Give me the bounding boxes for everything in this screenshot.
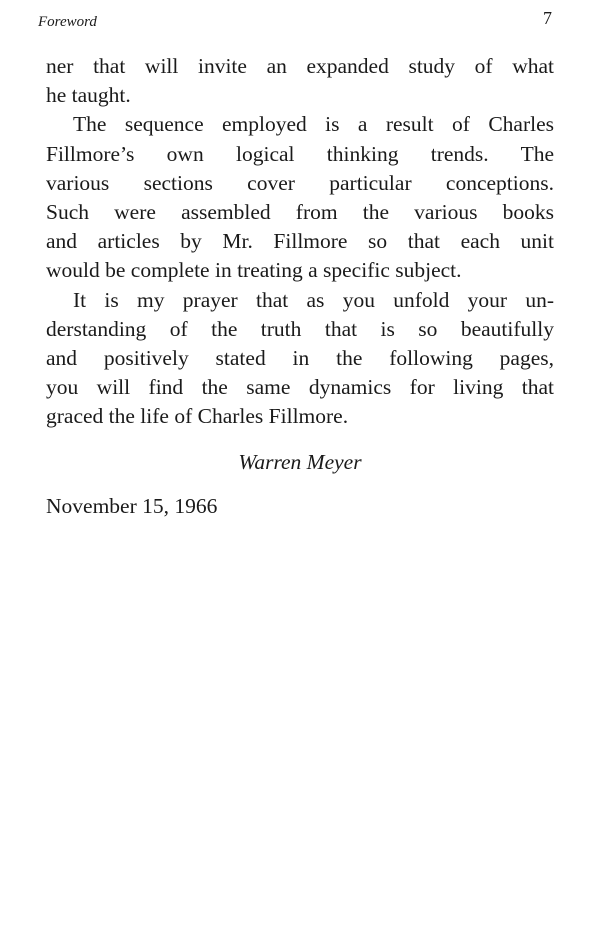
page-body [46, 52, 554, 518]
paragraph-3 [46, 286, 554, 432]
text-line: and positively stated in the following pages, [46, 346, 554, 371]
date: November 15, 1966 [46, 494, 218, 518]
signature: Warren Meyer [238, 450, 362, 474]
text-line: It is my prayer that as you unfold your un- [73, 287, 554, 312]
text-line: various sections cover particular conceptions. [46, 170, 554, 195]
text-line: Fillmore’s own logical thinking trends. The [46, 141, 554, 166]
text-line: ner that will invite an expanded study of what [46, 54, 554, 78]
page-number: 7 [543, 8, 552, 28]
paragraph-1 [46, 52, 554, 110]
text-line: Such were assembled from the various books [46, 200, 554, 225]
text-line: The sequence employed is a result of Charles [73, 112, 554, 137]
text-line: derstanding of the truth that is so beautifully [46, 316, 554, 341]
text-line: he taught. [46, 83, 131, 108]
text-line: and articles by Mr. Fillmore so that each unit [46, 229, 554, 254]
paragraph-2 [46, 110, 554, 285]
text-line: graced the life of Charles Fillmore. [46, 404, 349, 429]
running-header: Foreword [38, 14, 97, 30]
text-line: you will find the same dynamics for living that [46, 375, 554, 400]
text-line: would be complete in treating a specific subject. [46, 258, 462, 283]
